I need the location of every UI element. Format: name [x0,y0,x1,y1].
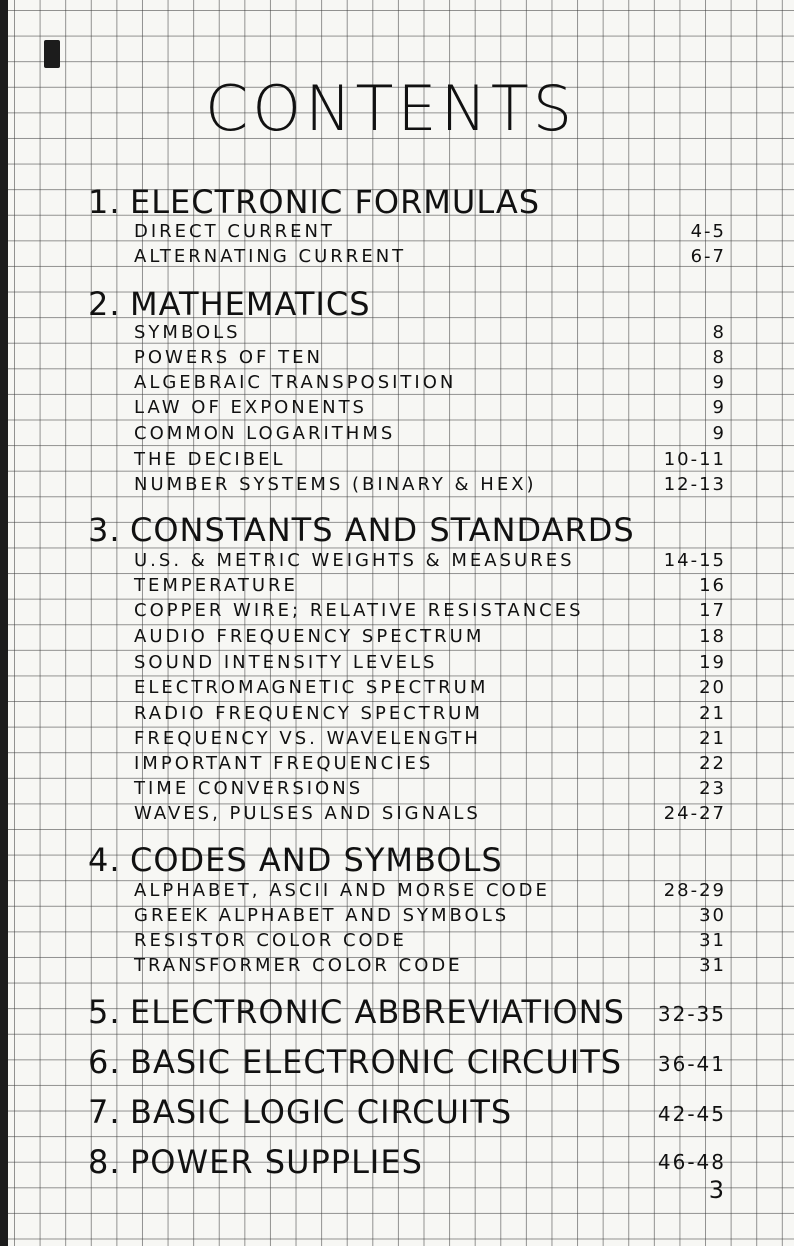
toc-page: 12-13 [663,474,726,495]
toc-entry: SYMBOLS [134,322,241,343]
section-heading [88,841,503,879]
toc-entry: ALPHABET, ASCII AND MORSE CODE [134,880,550,901]
toc-page: 30 [699,905,726,926]
section-number: 3. [88,511,121,549]
toc-entry: TRANSFORMER COLOR CODE [134,955,463,976]
page-title: CONTENTS [205,72,577,145]
toc-page: 36-41 [657,1052,726,1076]
toc-entry: GREEK ALPHABET AND SYMBOLS [134,905,510,926]
toc-page: 4-5 [690,221,726,242]
section-heading [88,511,635,549]
section-number: 7. [88,1093,121,1131]
toc-page: 14-15 [663,550,726,571]
toc-page: 31 [699,955,726,976]
toc-entry: ALTERNATING CURRENT [134,246,407,267]
toc-entry: IMPORTANT FREQUENCIES [134,753,434,774]
section-heading [88,993,625,1031]
toc-page: 8 [712,347,726,368]
toc-entry: WAVES, PULSES AND SIGNALS [134,803,481,824]
section-heading [88,1093,513,1131]
toc-page: 6-7 [690,246,726,267]
toc-page: 9 [712,397,726,418]
section-heading [88,183,541,221]
toc-entry: DIRECT CURRENT [134,221,335,242]
section-number: 2. [88,285,121,323]
toc-page: 22 [699,753,726,774]
toc-page: 23 [699,778,726,799]
section-title: ELECTRONIC ABBREVIATIONS [130,993,625,1031]
scan-mark [44,40,60,68]
toc-entry: COPPER WIRE; RELATIVE RESISTANCES [134,600,584,621]
section-title: POWER SUPPLIES [130,1143,423,1181]
section-heading [88,1043,623,1081]
section-number: 6. [88,1043,121,1081]
section-number: 5. [88,993,121,1031]
toc-entry: ALGEBRAIC TRANSPOSITION [134,372,457,393]
section-title: ELECTRONIC FORMULAS [130,183,541,221]
toc-entry: LAW OF EXPONENTS [134,397,367,418]
section-title: BASIC LOGIC CIRCUITS [130,1093,513,1131]
toc-entry: RESISTOR COLOR CODE [134,930,407,951]
toc-entry: SOUND INTENSITY LEVELS [134,652,438,673]
toc-entry: TIME CONVERSIONS [134,778,364,799]
toc-page: 20 [699,677,726,698]
toc-entry: POWERS OF TEN [134,347,323,368]
section-title: BASIC ELECTRONIC CIRCUITS [130,1043,623,1081]
toc-entry: ELECTROMAGNETIC SPECTRUM [134,677,489,698]
toc-page: 9 [712,372,726,393]
toc-page: 28-29 [663,880,726,901]
toc-entry: FREQUENCY VS. WAVELENGTH [134,728,481,749]
toc-entry: TEMPERATURE [134,575,298,596]
toc-page: 24-27 [663,803,726,824]
section-heading [88,1143,423,1181]
toc-page: 9 [712,423,726,444]
toc-page: 46-48 [657,1150,726,1174]
section-heading [88,285,371,323]
toc-page: 19 [699,652,726,673]
toc-page: 21 [699,703,726,724]
toc-entry: AUDIO FREQUENCY SPECTRUM [134,626,485,647]
section-number: 4. [88,841,121,879]
section-title: CONSTANTS AND STANDARDS [130,511,635,549]
toc-entry: THE DECIBEL [134,449,286,470]
section-title: CODES AND SYMBOLS [130,841,503,879]
toc-page: 31 [699,930,726,951]
toc-entry: U.S. & METRIC WEIGHTS & MEASURES [134,550,575,571]
page-number: 3 [708,1176,724,1204]
toc-page: 17 [699,600,726,621]
toc-entry: COMMON LOGARITHMS [134,423,396,444]
toc-page: 21 [699,728,726,749]
toc-page: 8 [712,322,726,343]
toc-entry: RADIO FREQUENCY SPECTRUM [134,703,483,724]
scan-border [0,0,8,1246]
toc-page: 16 [699,575,726,596]
toc-page: 32-35 [657,1002,726,1026]
section-title: MATHEMATICS [130,285,371,323]
toc-page: 18 [699,626,726,647]
toc-page: 42-45 [657,1102,726,1126]
section-number: 8. [88,1143,121,1181]
section-number: 1. [88,183,121,221]
toc-entry: NUMBER SYSTEMS (BINARY & HEX) [134,474,537,495]
toc-page: 10-11 [663,449,726,470]
